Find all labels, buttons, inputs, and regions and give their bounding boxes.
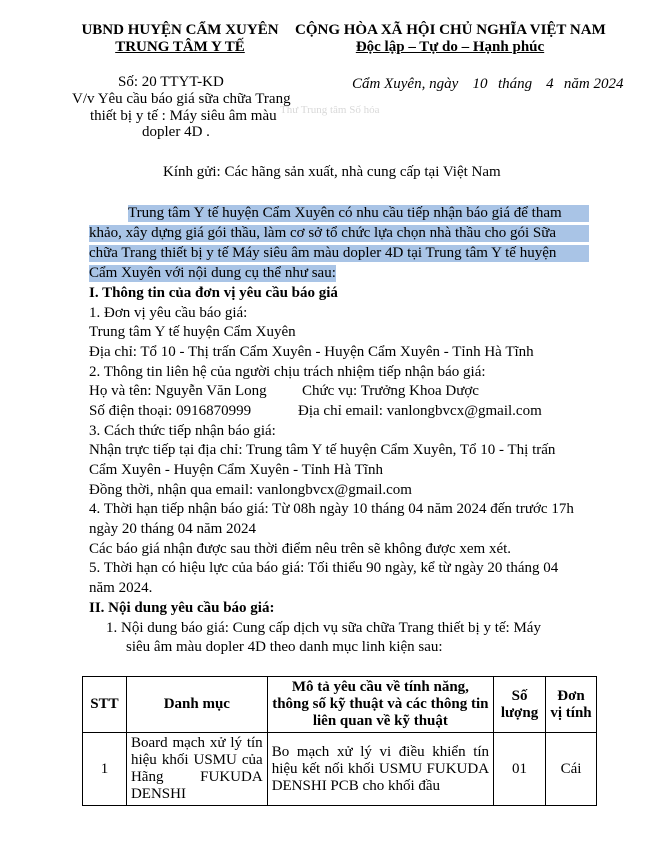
s1-address: Địa chỉ: Tổ 10 - Thị trấn Cẩm Xuyên - Huyện Cẩm Xuyên - Tỉnh Hà Tĩnh <box>89 344 534 360</box>
section-2-title: II. Nội dung yêu cầu báo giá: <box>89 600 275 616</box>
s1-contact-phone: Số điện thoại: 0916870999 <box>89 403 252 419</box>
greeting: Kính gửi: Các hãng sản xuất, nhà cung cấp tại Việt Nam <box>163 164 501 180</box>
s1-receive-direct-cont: Cẩm Xuyên - Huyện Cẩm Xuyên - Tỉnh Hà Tĩnh <box>89 462 383 478</box>
intro-line-3: chữa Trang thiết bị y tế Máy siêu âm màu dopler 4D tại Trung tâm Y tế huyện <box>89 245 589 262</box>
cell-stt: 1 <box>83 733 127 806</box>
table-row <box>83 733 597 806</box>
intro-line-4: Cẩm Xuyên với nội dung cụ thể như sau: <box>89 265 336 281</box>
date-month-word: tháng <box>497 76 533 92</box>
s1-late-note: Các báo giá nhận được sau thời điểm nêu trên sẽ không được xem xét. <box>89 541 512 557</box>
date-month: 4 <box>546 76 554 92</box>
cell-desc: Bo mạch xử lý vi điều khiển tín hiệu kết nối khối USMU FUKUDA DENSHI PCB cho khối đầu <box>267 733 493 806</box>
col-header-qty: Số lượng <box>494 677 546 733</box>
col-header-item: Danh mục <box>126 677 267 733</box>
cell-item: Board mạch xử lý tín hiệu khối USMU của Hãng FUKUDA DENSHI <box>126 733 267 806</box>
s1-validity: 5. Thời hạn có hiệu lực của báo giá: Tối thiểu 90 ngày, kể từ ngày 20 tháng 04 <box>89 560 559 576</box>
col-header-stt: STT <box>83 677 127 733</box>
s1-receive-email: Đồng thời, nhận qua email: vanlongbvcx@gmail.com <box>89 482 412 498</box>
date-day: 10 <box>472 76 488 92</box>
s1-receive-method: 3. Cách thức tiếp nhận báo giá: <box>89 423 276 439</box>
republic-title: CỘNG HÒA XÃ HỘI CHỦ NGHĨA VIỆT NAM <box>295 22 606 38</box>
s1-contact-name: Họ và tên: Nguyễn Văn Long <box>89 383 267 399</box>
s1-deadline-cont: ngày 20 tháng 04 năm 2024 <box>89 521 257 537</box>
col-header-unit: Đơn vị tính <box>546 677 597 733</box>
s1-contact-email: Địa chỉ email: vanlongbvcx@gmail.com <box>298 403 542 419</box>
cell-unit: Cái <box>546 733 597 806</box>
s1-validity-cont: năm 2024. <box>89 580 153 596</box>
agency-name: UBND HUYỆN CẨM XUYÊN <box>81 22 279 38</box>
s2-item-1-cont: siêu âm màu dopler 4D theo danh mục linh kiện sau: <box>126 639 443 655</box>
s1-receive-direct: Nhận trực tiếp tại địa chỉ: Trung tâm Y tế huyện Cẩm Xuyên, Tổ 10 - Thị trấn <box>89 442 556 458</box>
s1-contact-label: 2. Thông tin liên hệ của người chịu trách nhiệm tiếp nhận báo giá: <box>89 364 486 380</box>
doc-number: Số: 20 TTYT-KD <box>118 74 224 90</box>
s1-contact-position: Chức vụ: Trưởng Khoa Dược <box>302 383 479 399</box>
intro-line-1: Trung tâm Y tế huyện Cẩm Xuyên có nhu cầu tiếp nhận báo giá để tham <box>128 205 589 222</box>
section-1-title: I. Thông tin của đơn vị yêu cầu báo giá <box>89 285 338 301</box>
doc-subject-line2: thiết bị y tế : Máy siêu âm màu <box>90 108 277 124</box>
place-date <box>352 76 624 93</box>
place-date-prefix: Cẩm Xuyên, ngày <box>352 76 459 92</box>
s1-deadline: 4. Thời hạn tiếp nhận báo giá: Từ 08h ngày 10 tháng 04 năm 2024 đến trước 17h <box>89 501 574 517</box>
doc-subject-line1: V/v Yêu cầu báo giá sữa chữa Trang <box>72 91 291 107</box>
s1-unit-name: Trung tâm Y tế huyện Cẩm Xuyên <box>89 324 296 340</box>
s1-unit-label: 1. Đơn vị yêu cầu báo giá: <box>89 305 248 321</box>
intro-line-2: khảo, xây dựng giá gói thầu, làm cơ sở tổ chức lựa chọn nhà thầu cho gói Sữa <box>89 225 589 242</box>
items-table <box>82 676 597 806</box>
doc-subject-line3: dopler 4D . <box>142 124 210 140</box>
cell-qty: 01 <box>494 733 546 806</box>
col-header-desc: Mô tả yêu cầu về tính năng, thông số kỹ thuật và các thông tin liên quan về kỹ thuật <box>267 677 493 733</box>
date-year: năm 2024 <box>563 76 624 92</box>
motto: Độc lập – Tự do – Hạnh phúc <box>355 39 545 55</box>
table-header-row <box>83 677 597 733</box>
center-name: TRUNG TÂM Y TẾ <box>115 39 245 55</box>
s2-item-1: 1. Nội dung báo giá: Cung cấp dịch vụ sữa chữa Trang thiết bị y tế: Máy <box>106 620 541 636</box>
watermark-text: Thư Trung tâm Số hóa <box>280 104 380 116</box>
